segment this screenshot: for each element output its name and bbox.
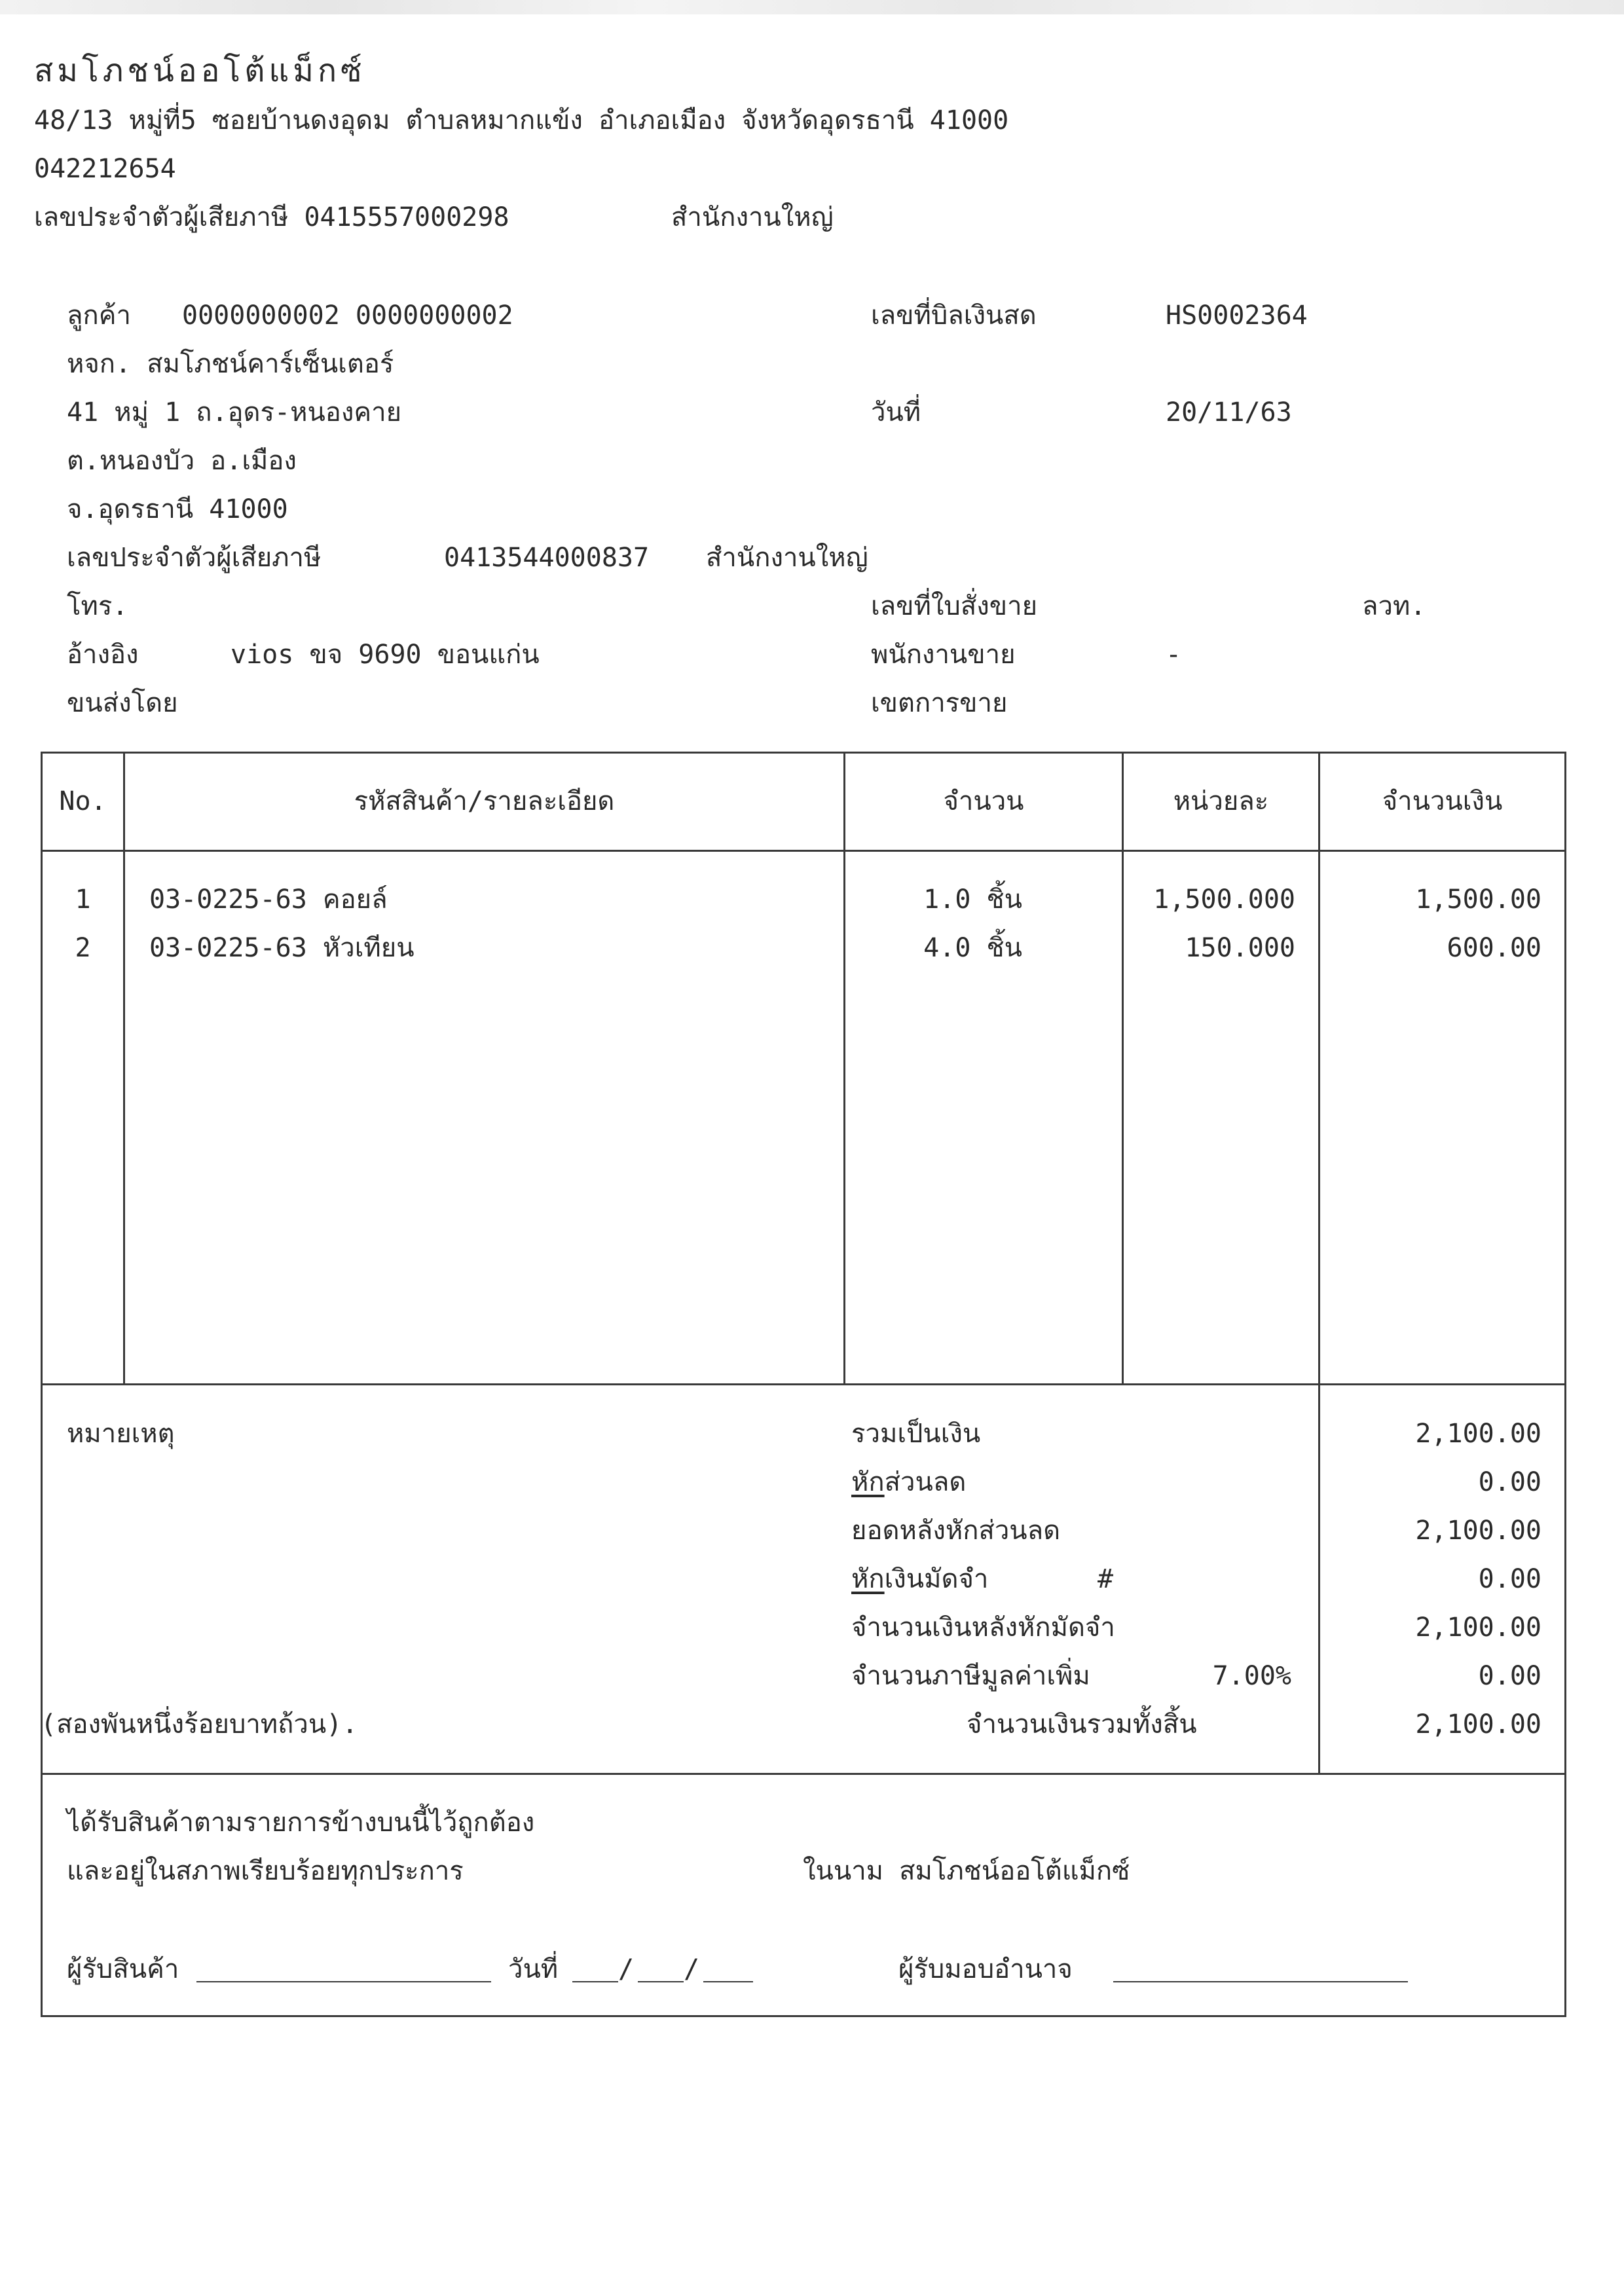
row-1-unit-price: 1,500.000 <box>1153 884 1295 915</box>
discount-label-rest: ส่วนลด <box>884 1467 967 1497</box>
receiver-signature-line <box>196 1981 491 1982</box>
deposit-label-underlined: หัก <box>851 1564 885 1594</box>
order-number-value: ลวท. <box>1362 591 1426 621</box>
row-1-desc: 03-0225-63 คอยล์ <box>149 884 388 915</box>
row-2-desc: 03-0225-63 หัวเทียน <box>149 933 415 963</box>
company-branch: สำนักงานใหญ่ <box>671 202 834 232</box>
after-discount-value: 2,100.00 <box>1415 1516 1541 1546</box>
row-1-qty: 1.0 ชิ้น <box>923 884 1022 915</box>
row-2-qty: 4.0 ชิ้น <box>923 933 1022 963</box>
amount-in-words: (สองพันหนึ่งร้อยบาทถ้วน). <box>41 1709 358 1740</box>
order-number-label: เลขที่ใบสั่งขาย <box>871 591 1038 621</box>
customer-tax-id: 0413544000837 <box>444 543 650 573</box>
date-day-blank <box>572 1981 618 1982</box>
grand-total-value: 2,100.00 <box>1415 1709 1541 1740</box>
received-statement-line-2: และอยู่ในสภาพเรียบร้อยทุกประการ <box>67 1856 464 1886</box>
table-bottom-border <box>41 1383 1566 1385</box>
company-name: สมโภชน์ออโต้แม็กซ์ <box>34 52 366 89</box>
bill-number: HS0002364 <box>1166 301 1308 331</box>
vat-value: 0.00 <box>1478 1661 1541 1691</box>
company-tax-id: เลขประจำตัวผู้เสียภาษี 0415557000298 <box>34 202 509 232</box>
subtotal-value: 2,100.00 <box>1415 1419 1541 1449</box>
date-slash-1: / <box>618 1954 635 1984</box>
authorized-signature-line <box>1113 1981 1408 1982</box>
deposit-mark: # <box>1098 1564 1114 1594</box>
vat-rate: 7.00% <box>1212 1661 1291 1691</box>
company-address: 48/13 หมู่ที่5 ซอยบ้านดงอุดม ตำบลหมากแข้ง อำเภอเมือง จังหวัดอุดรธานี 41000 <box>34 105 1009 136</box>
deposit-label <box>851 1563 988 1595</box>
col-header-amount: จำนวนเงิน <box>1382 786 1503 816</box>
table-header-border <box>41 850 1566 852</box>
customer-ref-value: vios ขจ 9690 ขอนแก่น <box>231 640 540 670</box>
col-header-qty: จำนวน <box>943 786 1024 816</box>
discount-value: 0.00 <box>1478 1467 1541 1497</box>
bill-date-label: วันที่ <box>871 397 921 428</box>
subtotal-label: รวมเป็นเงิน <box>851 1419 981 1449</box>
after-deposit-label: จำนวนเงินหลังหักมัดจำ <box>851 1613 1115 1643</box>
deposit-value: 0.00 <box>1478 1564 1541 1594</box>
row-1-no: 1 <box>75 884 91 915</box>
frame-right-border <box>1564 752 1566 2017</box>
authorized-label: ผู้รับมอบอำนาจ <box>898 1954 1073 1984</box>
on-behalf-of: ในนาม สมโภชน์ออโต้แม็กซ์ <box>803 1856 1130 1886</box>
customer-phone-label: โทร. <box>67 591 128 621</box>
deposit-label-rest: เงินมัดจำ <box>884 1564 989 1594</box>
col-divider-qty <box>1122 752 1124 1383</box>
col-header-no: No. <box>59 786 107 816</box>
salesperson-label: พนักงานขาย <box>871 640 1016 670</box>
after-deposit-value: 2,100.00 <box>1415 1613 1541 1643</box>
customer-address-3: จ.อุดรธานี 41000 <box>67 494 288 524</box>
date-year-blank <box>703 1981 753 1982</box>
row-2-no: 2 <box>75 933 91 963</box>
row-2-amount: 600.00 <box>1447 933 1541 963</box>
customer-address-1: 41 หมู่ 1 ถ.อุดร-หนองคาย <box>67 397 402 428</box>
discount-label <box>851 1467 966 1498</box>
customer-code: 0000000002 0000000002 <box>182 301 513 331</box>
col-header-unit-price: หน่วยละ <box>1173 786 1269 816</box>
customer-branch: สำนักงานใหญ่ <box>706 543 868 573</box>
bill-date: 20/11/63 <box>1166 397 1292 428</box>
receive-date-label: วันที่ <box>508 1954 559 1984</box>
scan-edge <box>0 0 1624 14</box>
summary-bottom-border <box>41 1773 1566 1775</box>
bill-number-label: เลขที่บิลเงินสด <box>871 301 1037 331</box>
company-phone: 042212654 <box>34 154 176 184</box>
customer-name: หจก. สมโภชน์คาร์เซ็นเตอร์ <box>67 349 394 379</box>
customer-address-2: ต.หนองบัว อ.เมือง <box>67 446 297 476</box>
after-discount-label: ยอดหลังหักส่วนลด <box>851 1516 1061 1546</box>
grand-total-label: จำนวนเงินรวมทั้งสิ้น <box>967 1709 1197 1740</box>
vat-label: จำนวนภาษีมูลค่าเพิ่ม <box>851 1661 1090 1691</box>
date-slash-2: / <box>684 1954 700 1984</box>
customer-tax-label: เลขประจำตัวผู้เสียภาษี <box>67 543 322 573</box>
date-month-blank <box>638 1981 684 1982</box>
col-divider-desc <box>843 752 845 1383</box>
col-header-desc: รหัสสินค้า/รายละเอียด <box>354 786 615 816</box>
customer-ship-label: ขนส่งโดย <box>67 688 178 718</box>
footer-bottom-border <box>41 2015 1566 2017</box>
salesperson-value: - <box>1166 640 1182 670</box>
discount-label-underlined: หัก <box>851 1467 885 1497</box>
receiver-label: ผู้รับสินค้า <box>67 1954 179 1984</box>
row-2-unit-price: 150.000 <box>1185 933 1295 963</box>
table-top-border <box>41 752 1566 754</box>
sales-area-label: เขตการขาย <box>871 688 1008 718</box>
received-statement-line-1: ได้รับสินค้าตามรายการข้างบนนี้ไว้ถูกต้อง <box>67 1808 535 1838</box>
customer-label: ลูกค้า <box>67 301 131 331</box>
remark-label: หมายเหตุ <box>67 1419 175 1449</box>
col-divider-no <box>123 752 125 1383</box>
row-1-amount: 1,500.00 <box>1415 884 1541 915</box>
customer-ref-label: อ้างอิง <box>67 640 139 670</box>
